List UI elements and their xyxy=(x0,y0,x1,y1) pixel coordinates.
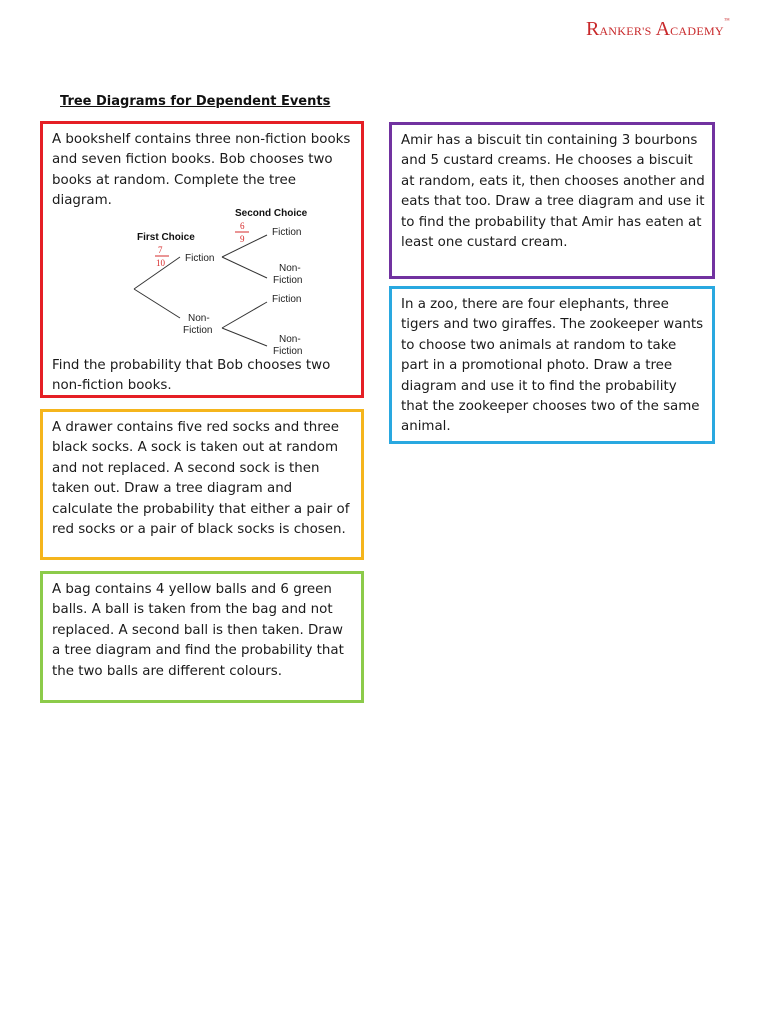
first-choice-heading: First Choice xyxy=(137,231,195,243)
branch-label: Non- xyxy=(279,262,301,274)
second-choice-heading: Second Choice xyxy=(235,207,308,219)
question-text: In a zoo, there are four elephants, three tigers and two giraffes. The zookeeper wants to choose two animals at random to take part in a promotional photo. Draw a tree diagram and use it to find the probability that the zookeeper chooses two of the same animal. xyxy=(401,297,704,435)
question-box-biscuits xyxy=(389,122,715,279)
question-box-zoo xyxy=(389,286,715,444)
branch-label: Fiction xyxy=(272,293,302,305)
question-text: A drawer contains five red socks and three black socks. A sock is taken out at random and not replaced. A second sock is then taken out. Draw a tree diagram and calculate the probability that either a pair of red socks or a pair of black socks is chosen. xyxy=(52,420,350,538)
branch-label: Non- xyxy=(188,312,210,324)
branch-label: Fiction xyxy=(183,324,213,336)
branch-label: Fiction xyxy=(273,274,303,286)
question-text: Amir has a biscuit tin containing 3 bourbons and 5 custard creams. He chooses a biscuit at random, eats it, then chooses another and eats that too. Draw a tree diagram and use it to find the probability that Amir has eaten at least one custard cream. xyxy=(401,133,705,251)
tree-diagram xyxy=(122,206,322,356)
fraction-numerator: 6 xyxy=(240,220,245,231)
fraction-denominator: 9 xyxy=(240,233,245,244)
question-box-balls xyxy=(40,571,364,703)
branch-label: Fiction xyxy=(185,252,215,264)
question-text: A bookshelf contains three non-fiction books and seven fiction books. Bob chooses two books at random. Complete the tree diagram. xyxy=(52,132,351,209)
brand-logo: RANKER'S ACADEMY™ xyxy=(586,18,730,40)
page-title: Tree Diagrams for Dependent Events xyxy=(60,94,331,109)
question-box-socks xyxy=(40,409,364,560)
tree-diagram-svg xyxy=(122,206,322,356)
question-text: A bag contains 4 yellow balls and 6 green balls. A ball is taken from the bag and not replaced. A second ball is then taken. Draw a tree diagram and find the probability that the two balls are different colours. xyxy=(52,582,344,679)
fraction-denominator: 10 xyxy=(156,257,165,268)
question-text: Find the probability that Bob chooses two non-fiction books. xyxy=(52,357,331,394)
branch-label: Fiction xyxy=(273,345,303,356)
question-box-books xyxy=(40,121,364,398)
branch-label: Fiction xyxy=(272,226,302,238)
branch-label: Non- xyxy=(279,333,301,345)
fraction-numerator: 7 xyxy=(158,244,163,255)
